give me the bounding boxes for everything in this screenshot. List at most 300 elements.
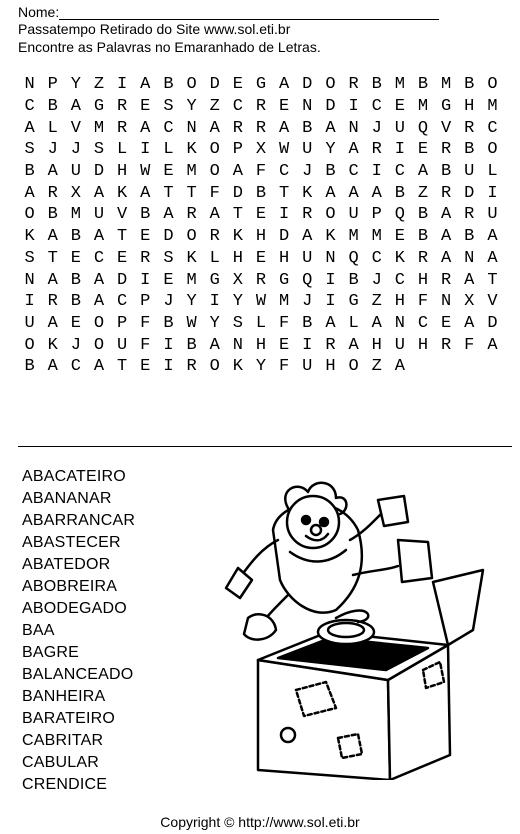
grid-letter[interactable]: A (209, 118, 220, 138)
grid-letter[interactable]: O (487, 75, 498, 95)
grid-letter[interactable]: R (441, 183, 452, 203)
word-list-item: BAA (22, 622, 55, 639)
grid-letter[interactable]: N (325, 248, 336, 268)
grid-letter[interactable]: R (209, 227, 220, 247)
grid-letter[interactable]: N (24, 75, 35, 95)
grid-letter[interactable]: K (186, 140, 197, 160)
grid-letter[interactable]: C (417, 313, 429, 333)
grid-letter[interactable]: A (209, 205, 220, 225)
instructions: Encontre as Palavras no Emaranhado de Letras. (18, 39, 321, 55)
grid-letter[interactable]: I (348, 97, 359, 117)
grid-letter[interactable]: E (117, 248, 128, 268)
grid-letter[interactable]: A (279, 118, 290, 138)
grid-letter[interactable]: Z (93, 75, 105, 95)
grid-letter[interactable]: M (417, 97, 429, 117)
grid-letter[interactable]: R (47, 183, 58, 203)
grid-letter[interactable]: U (24, 313, 35, 333)
grid-letter[interactable]: L (163, 140, 174, 160)
grid-letter[interactable]: B (348, 270, 359, 290)
grid-letter[interactable]: V (117, 205, 128, 225)
grid-letter[interactable]: B (417, 75, 429, 95)
grid-letter[interactable]: A (140, 118, 151, 138)
grid-letter[interactable]: R (325, 335, 336, 355)
grid-letter[interactable]: T (279, 183, 290, 203)
grid-letter[interactable]: B (163, 313, 174, 333)
grid-letter[interactable]: T (232, 205, 243, 225)
grid-letter[interactable]: P (371, 205, 382, 225)
grid-letter[interactable]: T (117, 357, 128, 377)
grid-letter[interactable]: A (140, 75, 151, 95)
grid-letter[interactable]: H (371, 335, 382, 355)
grid-letter[interactable]: C (163, 118, 174, 138)
grid-letter[interactable]: A (47, 270, 58, 290)
grid-letter[interactable]: U (70, 162, 81, 182)
grid-letter[interactable]: B (371, 75, 382, 95)
grid-letter[interactable]: V (70, 118, 81, 138)
word-list-item: CABULAR (22, 754, 99, 771)
grid-letter[interactable]: A (93, 227, 105, 247)
grid-letter[interactable]: W (140, 162, 151, 182)
grid-letter[interactable]: M (70, 205, 81, 225)
grid-letter[interactable]: I (302, 335, 313, 355)
grid-letter[interactable]: A (279, 75, 290, 95)
grid-letter[interactable]: J (302, 162, 313, 182)
grid-letter[interactable]: S (24, 248, 35, 268)
grid-letter[interactable]: O (209, 162, 220, 182)
grid-letter[interactable]: R (117, 97, 128, 117)
grid-letter[interactable]: B (302, 313, 313, 333)
grid-letter[interactable]: X (70, 183, 81, 203)
grid-letter[interactable]: E (70, 313, 81, 333)
grid-letter[interactable]: O (325, 75, 336, 95)
grid-letter[interactable]: S (93, 140, 105, 160)
grid-letter[interactable]: M (371, 227, 382, 247)
grid-letter[interactable]: T (186, 183, 197, 203)
grid-letter[interactable]: A (47, 227, 58, 247)
grid-letter[interactable]: J (302, 292, 313, 312)
grid-letter[interactable]: N (441, 292, 452, 312)
grid-letter[interactable]: K (325, 227, 336, 247)
grid-letter[interactable]: R (140, 248, 151, 268)
grid-letter[interactable]: A (24, 183, 35, 203)
grid-letter[interactable]: H (417, 270, 429, 290)
grid-letter[interactable]: U (394, 335, 405, 355)
grid-letter[interactable]: T (163, 183, 174, 203)
grid-letter[interactable]: A (348, 183, 359, 203)
grid-letter[interactable]: B (70, 292, 81, 312)
grid-letter[interactable]: N (394, 313, 405, 333)
grid-letter[interactable]: L (487, 162, 498, 182)
word-list-item: ABASTECER (22, 534, 121, 551)
grid-letter[interactable]: O (209, 357, 220, 377)
grid-letter[interactable]: I (325, 292, 336, 312)
grid-letter[interactable]: R (441, 140, 452, 160)
grid-letter[interactable]: R (186, 357, 197, 377)
grid-letter[interactable]: C (117, 292, 128, 312)
grid-letter[interactable]: Q (417, 118, 429, 138)
grid-letter[interactable]: U (302, 140, 313, 160)
grid-letter[interactable]: M (186, 270, 197, 290)
grid-letter[interactable]: Z (209, 97, 220, 117)
grid-letter[interactable]: K (232, 227, 243, 247)
grid-letter[interactable]: D (325, 97, 336, 117)
grid-letter[interactable]: G (255, 75, 267, 95)
grid-letter[interactable]: K (302, 183, 313, 203)
word-list-item: ABATEDOR (22, 556, 111, 573)
grid-letter[interactable]: O (348, 357, 359, 377)
grid-letter[interactable]: D (163, 227, 174, 247)
grid-letter[interactable]: P (117, 313, 128, 333)
grid-letter[interactable]: Y (186, 97, 197, 117)
grid-letter[interactable]: R (464, 205, 475, 225)
grid-letter[interactable]: I (163, 335, 174, 355)
grid-letter[interactable]: F (417, 292, 429, 312)
grid-letter[interactable]: G (348, 292, 359, 312)
grid-letter[interactable]: U (302, 248, 313, 268)
grid-letter[interactable]: J (371, 118, 382, 138)
grid-letter[interactable]: Y (232, 292, 243, 312)
grid-letter[interactable]: W (255, 292, 267, 312)
grid-letter[interactable]: M (441, 75, 452, 95)
grid-letter[interactable]: R (417, 248, 429, 268)
grid-letter[interactable]: J (70, 140, 81, 160)
grid-letter[interactable]: A (348, 335, 359, 355)
grid-letter[interactable]: R (464, 118, 475, 138)
grid-letter[interactable]: H (255, 335, 267, 355)
grid-letter[interactable]: C (70, 357, 81, 377)
grid-letter[interactable]: T (487, 270, 498, 290)
grid-letter[interactable]: C (348, 162, 359, 182)
grid-letter[interactable]: K (117, 183, 128, 203)
grid-letter[interactable]: E (140, 227, 151, 247)
grid-letter[interactable]: A (47, 313, 58, 333)
grid-letter[interactable]: H (279, 248, 290, 268)
grid-letter[interactable]: A (348, 140, 359, 160)
grid-letter[interactable]: E (394, 227, 405, 247)
grid-letter[interactable]: Y (325, 140, 336, 160)
grid-letter[interactable]: A (487, 335, 498, 355)
grid-letter[interactable]: H (464, 97, 475, 117)
name-row (18, 2, 508, 20)
grid-letter[interactable]: O (325, 205, 336, 225)
grid-letter[interactable]: U (487, 205, 498, 225)
grid-letter[interactable]: F (279, 313, 290, 333)
grid-letter[interactable]: A (70, 97, 81, 117)
grid-letter[interactable]: C (394, 162, 405, 182)
grid-letter[interactable]: I (279, 205, 290, 225)
grid-letter[interactable]: J (47, 140, 58, 160)
grid-letter[interactable]: X (464, 292, 475, 312)
grid-letter[interactable]: H (325, 357, 336, 377)
grid-letter[interactable]: D (209, 75, 220, 95)
grid-letter[interactable]: Q (302, 270, 313, 290)
grid-letter[interactable]: A (47, 357, 58, 377)
grid-letter[interactable]: B (302, 118, 313, 138)
grid-letter[interactable]: I (140, 140, 151, 160)
grid-letter[interactable]: A (302, 227, 313, 247)
grid-letter[interactable]: E (140, 357, 151, 377)
grid-letter[interactable]: B (186, 335, 197, 355)
grid-letter[interactable]: C (394, 270, 405, 290)
grid-letter[interactable]: A (441, 248, 452, 268)
grid-letter[interactable]: L (209, 248, 220, 268)
grid-letter[interactable]: M (279, 292, 290, 312)
grid-letter[interactable]: E (140, 97, 151, 117)
grid-letter[interactable]: B (47, 205, 58, 225)
grid-letter[interactable]: B (325, 162, 336, 182)
grid-letter[interactable]: K (394, 248, 405, 268)
grid-letter[interactable]: H (394, 292, 405, 312)
grid-letter[interactable]: A (232, 162, 243, 182)
grid-letter[interactable]: A (93, 357, 105, 377)
grid-letter[interactable]: G (441, 97, 452, 117)
grid-letter[interactable]: F (209, 183, 220, 203)
grid-letter[interactable]: E (163, 270, 174, 290)
grid-letter[interactable]: R (348, 75, 359, 95)
grid-letter[interactable]: P (140, 292, 151, 312)
grid-letter[interactable]: M (487, 97, 498, 117)
grid-letter[interactable]: B (70, 227, 81, 247)
grid-letter[interactable]: A (394, 357, 405, 377)
grid-letter[interactable]: G (209, 270, 220, 290)
grid-letter[interactable]: R (302, 205, 313, 225)
grid-letter[interactable]: Y (186, 292, 197, 312)
grid-letter[interactable]: A (24, 118, 35, 138)
grid-letter[interactable]: A (371, 183, 382, 203)
grid-letter[interactable]: U (394, 118, 405, 138)
grid-letter[interactable]: C (24, 97, 35, 117)
grid-letter[interactable]: H (232, 248, 243, 268)
grid-letter[interactable]: E (255, 248, 267, 268)
grid-letter[interactable]: C (487, 118, 498, 138)
grid-letter[interactable]: Y (209, 313, 220, 333)
grid-letter[interactable]: E (279, 97, 290, 117)
grid-letter[interactable]: T (47, 248, 58, 268)
grid-letter[interactable]: U (302, 357, 313, 377)
grid-letter[interactable]: B (70, 270, 81, 290)
grid-letter[interactable]: I (117, 75, 128, 95)
grid-letter[interactable]: U (464, 162, 475, 182)
grid-letter[interactable]: F (279, 357, 290, 377)
grid-letter[interactable]: O (93, 335, 105, 355)
grid-letter[interactable]: E (163, 162, 174, 182)
grid-letter[interactable]: E (232, 75, 243, 95)
grid-letter[interactable]: A (441, 227, 452, 247)
grid-letter[interactable]: C (232, 97, 243, 117)
grid-letter[interactable]: G (93, 97, 105, 117)
grid-letter[interactable]: R (255, 118, 267, 138)
grid-letter[interactable]: F (464, 335, 475, 355)
grid-letter[interactable]: Y (255, 357, 267, 377)
grid-letter[interactable]: R (255, 270, 267, 290)
grid-letter[interactable]: K (232, 357, 243, 377)
grid-letter[interactable]: X (232, 270, 243, 290)
grid-letter[interactable]: L (117, 140, 128, 160)
grid-letter[interactable]: D (464, 183, 475, 203)
grid-letter[interactable]: S (24, 140, 35, 160)
grid-letter[interactable]: D (93, 162, 105, 182)
grid-letter[interactable]: C (371, 248, 382, 268)
grid-letter[interactable]: O (186, 227, 197, 247)
grid-letter[interactable]: U (348, 205, 359, 225)
grid-letter[interactable]: A (441, 205, 452, 225)
grid-letter[interactable]: A (325, 183, 336, 203)
grid-letter[interactable]: B (255, 183, 267, 203)
grid-letter[interactable]: O (93, 313, 105, 333)
grid-letter[interactable]: B (417, 205, 429, 225)
grid-letter[interactable]: R (371, 140, 382, 160)
grid-letter[interactable]: K (24, 227, 35, 247)
word-list-item: ABACATEIRO (22, 468, 126, 485)
grid-letter[interactable]: A (325, 118, 336, 138)
grid-letter[interactable]: W (279, 140, 290, 160)
grid-letter[interactable]: U (93, 205, 105, 225)
grid-letter[interactable]: Y (70, 75, 81, 95)
grid-letter[interactable]: A (371, 313, 382, 333)
grid-letter[interactable]: R (255, 97, 267, 117)
grid-letter[interactable]: F (140, 313, 151, 333)
grid-letter[interactable]: R (441, 270, 452, 290)
grid-letter[interactable]: B (417, 227, 429, 247)
grid-letter[interactable]: A (464, 313, 475, 333)
grid-letter[interactable]: E (255, 205, 267, 225)
grid-letter[interactable]: A (93, 183, 105, 203)
grid-letter[interactable]: A (487, 227, 498, 247)
grid-letter[interactable]: T (117, 227, 128, 247)
grid-letter[interactable]: R (441, 335, 452, 355)
grid-letter[interactable]: I (394, 140, 405, 160)
grid-letter[interactable]: X (255, 140, 267, 160)
grid-letter[interactable]: I (163, 357, 174, 377)
grid-letter[interactable]: D (117, 270, 128, 290)
grid-letter[interactable]: B (464, 140, 475, 160)
grid-letter[interactable]: E (441, 313, 452, 333)
grid-letter[interactable]: L (47, 118, 58, 138)
grid-letter[interactable]: C (371, 97, 382, 117)
grid-letter[interactable]: A (325, 313, 336, 333)
grid-letter[interactable]: A (163, 205, 174, 225)
grid-letter[interactable]: A (487, 248, 498, 268)
grid-letter[interactable]: I (140, 270, 151, 290)
grid-letter[interactable]: A (209, 335, 220, 355)
grid-letter[interactable]: B (163, 75, 174, 95)
grid-letter[interactable]: B (464, 75, 475, 95)
grid-letter[interactable]: K (186, 248, 197, 268)
grid-letter[interactable]: M (394, 75, 405, 95)
grid-letter[interactable]: M (348, 227, 359, 247)
grid-letter[interactable]: N (186, 118, 197, 138)
grid-letter[interactable]: A (464, 270, 475, 290)
grid-letter[interactable]: D (232, 183, 243, 203)
grid-letter[interactable]: C (93, 248, 105, 268)
grid-letter[interactable]: A (140, 183, 151, 203)
grid-letter[interactable]: M (93, 118, 105, 138)
grid-letter[interactable]: Z (371, 357, 382, 377)
grid-letter[interactable]: D (279, 227, 290, 247)
grid-letter[interactable]: B (24, 357, 35, 377)
grid-letter[interactable]: S (163, 248, 174, 268)
grid-letter[interactable]: H (417, 335, 429, 355)
grid-letter[interactable]: N (24, 270, 35, 290)
grid-letter[interactable]: C (279, 162, 290, 182)
grid-letter[interactable]: E (279, 335, 290, 355)
grid-letter[interactable]: H (255, 227, 267, 247)
grid-letter[interactable]: H (117, 162, 128, 182)
grid-letter[interactable]: R (47, 292, 58, 312)
grid-letter[interactable]: A (93, 270, 105, 290)
grid-letter[interactable]: A (93, 292, 105, 312)
grid-letter[interactable]: I (487, 183, 498, 203)
grid-letter[interactable]: N (348, 118, 359, 138)
grid-letter[interactable]: B (441, 162, 452, 182)
grid-letter[interactable]: A (417, 162, 429, 182)
grid-letter[interactable]: R (232, 118, 243, 138)
grid-letter[interactable]: J (371, 270, 382, 290)
grid-letter[interactable]: I (24, 292, 35, 312)
grid-letter[interactable]: O (24, 335, 35, 355)
grid-letter[interactable]: R (186, 205, 197, 225)
grid-letter[interactable]: Z (371, 292, 382, 312)
grid-letter[interactable]: B (464, 227, 475, 247)
grid-letter[interactable]: D (302, 75, 313, 95)
grid-letter[interactable]: B (140, 205, 151, 225)
grid-letter[interactable]: V (441, 118, 452, 138)
grid-letter[interactable]: R (117, 118, 128, 138)
grid-letter[interactable]: B (24, 162, 35, 182)
grid-letter[interactable]: O (24, 205, 35, 225)
grid-letter[interactable]: S (232, 313, 243, 333)
grid-letter[interactable]: E (417, 140, 429, 160)
grid-letter[interactable]: I (209, 292, 220, 312)
grid-letter[interactable]: N (464, 248, 475, 268)
grid-letter[interactable]: S (163, 97, 174, 117)
grid-letter[interactable]: F (255, 162, 267, 182)
grid-letter[interactable]: A (47, 162, 58, 182)
grid-letter[interactable]: B (47, 97, 58, 117)
grid-letter[interactable]: F (140, 335, 151, 355)
grid-letter[interactable]: V (487, 292, 498, 312)
grid-letter[interactable]: O (487, 140, 498, 160)
grid-letter[interactable]: K (47, 335, 58, 355)
grid-letter[interactable]: E (70, 248, 81, 268)
grid-letter[interactable]: N (302, 97, 313, 117)
grid-letter[interactable]: N (232, 335, 243, 355)
word-list-item: BARATEIRO (22, 710, 116, 727)
grid-letter[interactable]: M (186, 162, 197, 182)
grid-letter[interactable]: L (348, 313, 359, 333)
grid-letter[interactable]: W (186, 313, 197, 333)
grid-letter[interactable]: Z (417, 183, 429, 203)
grid-letter[interactable]: B (394, 183, 405, 203)
grid-letter[interactable]: J (70, 335, 81, 355)
grid-letter[interactable]: P (47, 75, 58, 95)
grid-letter[interactable]: E (394, 97, 405, 117)
grid-letter[interactable]: P (232, 140, 243, 160)
word-list-item: ABARRANCAR (22, 512, 136, 529)
grid-letter[interactable]: U (117, 335, 128, 355)
grid-letter[interactable]: I (325, 270, 336, 290)
grid-letter[interactable]: O (186, 75, 197, 95)
grid-letter[interactable]: L (255, 313, 267, 333)
grid-letter[interactable]: I (371, 162, 382, 182)
name-input-line[interactable] (59, 5, 439, 20)
grid-letter[interactable]: Q (348, 248, 359, 268)
grid-letter[interactable]: G (279, 270, 290, 290)
grid-letter[interactable]: D (487, 313, 498, 333)
grid-letter[interactable]: Q (394, 205, 405, 225)
grid-letter[interactable]: O (209, 140, 220, 160)
grid-letter[interactable]: J (163, 292, 174, 312)
